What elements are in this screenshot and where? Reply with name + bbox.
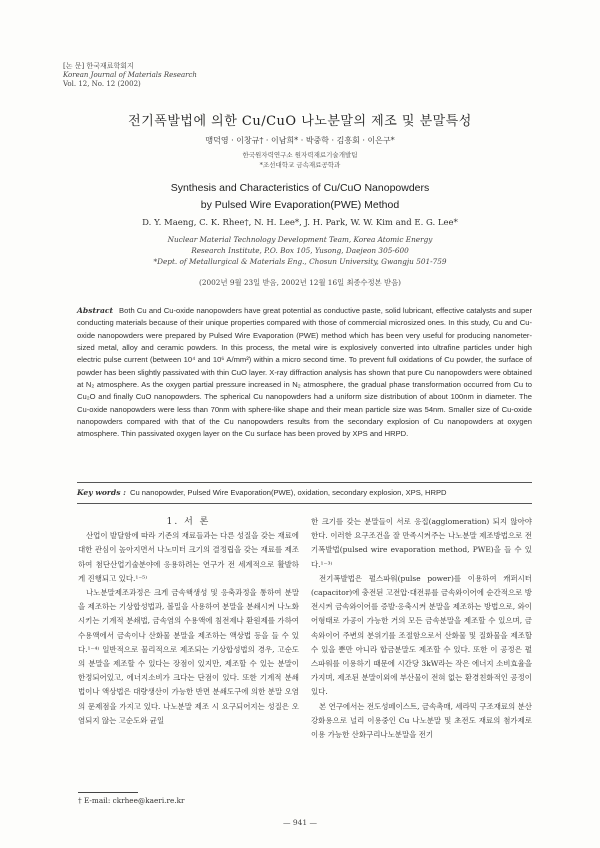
affiliation-en-3: *Dept. of Metallurgical & Materials Eng., Chosun University, Gwangju 501-759: [153, 257, 447, 266]
title-en-line-2: by Pulsed Wire Evaporation(PWE) Method: [200, 199, 400, 211]
page-number: — 941 —: [282, 818, 318, 827]
abstract-label: Abstract: [77, 306, 114, 315]
section-heading-introduction: 1. 서 론: [166, 517, 211, 527]
right-column: [311, 515, 532, 742]
keywords-label: Key words :: [77, 488, 126, 497]
journal-name-ko: [논 문] 한국재료학회지: [63, 62, 134, 70]
affiliation-ko-2: *조선대학교 금속재료공학과: [259, 161, 341, 169]
abstract: [77, 305, 532, 441]
footnote-email: † E-mail: ckrhee@kaeri.re.kr: [78, 796, 185, 805]
body-paragraph: 산업이 발달함에 따라 기존의 재료들과는 다른 성질을 갖는 재료에 대한 관심이 높아지면서 나노미터 크기의 결정립을 갖는 재료를 제조하여 첨단산업기술분야에 응용하려는 연구가 전 세계적으로 활발하게 진행되고 있다.¹⁻⁵⁾: [78, 531, 299, 583]
received-dates: (2002년 9월 23일 받음, 2002년 12월 16일 최종수정본 받음): [199, 278, 401, 287]
body-paragraph: 나노분말제조과정은 크게 금속핵생성 및 응축과정을 통하여 분말을 제조하는 기상합성법과, 볼밀을 사용하여 분말을 분쇄시켜 나노화 시키는 기계적 분쇄법, 금속염의 수용액에 침전제나 환원제를 가하여 수용액에서 금속이나 산화물 분말을 제조하는 액상법 등을 들 수 있다.¹⁻⁴⁾ 일반적으로 물리적으로 제조되는 기상합성법의 경우, 고순도의 분말을 제조할 수 있다는 장점이 있지만, 제조할 수 있는 분말이 한정되어있고, 에너지소비가 크다는 단점이 있다. 또한 기계적 분쇄법이나 액상법은 대량생산이 가능한 반면 분쇄도구에 의한 분말 오염의 문제점을 가지고 있다. 나노분말 제조 시 요구되어지는 성질은 오염되지 않는 고순도와 균일: [78, 588, 299, 725]
affiliation-ko-1: 한국원자력연구소 원자력재료기술개발팀: [242, 151, 358, 159]
abstract-text: Both Cu and Cu-oxide nanopowders have great potential as conductive paste, solid lubricant, effective catalysts and super conducting materials because of their unique properties compared with those of commercial microsized ones. In this study, Cu and Cu-oxide nanopowders were prepared by Pulsed Wire Evaporation (PWE) method which has been very useful for producing nanometer-sized metal, alloy and ceramic powders. In this process, the metal wire is explosively converted into ultrafine particles under high electric pulse current (between 10⁴ and 10⁶ A/mm²) within a micro second time. To prevent full oxidations of Cu powder, the surface of powder has been slightly passivated with thin CuO layer. X-ray diffraction analysis has shown that pure Cu nanopowders were obtained at N₂ atmosphere. As the oxygen partial pressure increased in N₂ atmosphere, the gradual phase transformation occurred from Cu to Cu₂O and finally CuO nanopowders. The spherical Cu nanopowders had a uniform size distribution of about 100nm in diameter. The Cu-oxide nanopowders were less than 70nm with sphere-like shape and their mean particle size was 54nm. Smaller size of Cu-oxide nanopowders compared with that of the Cu nanopowders results from the secondary explosion of Cu nanopowders at oxygen atmosphere. Thin passivated oxygen layer on the Cu surface has been proved by XPS and HRPD.: [77, 306, 532, 439]
left-column: [78, 515, 299, 728]
body-paragraph: 전기폭발법은 펄스파워(pulse power)를 이용하여 캐퍼시터(capacitor)에 충전된 고전압·대전류를 금속와이어에 순간적으로 방전시켜 금속와이어를 증발·응축시켜 분말을 제조하는 방법으로, 와이어형태로 가공이 가능한 거의 모든 금속분말을 제조할 수 있으며, 금속와이어 주변의 분위기를 조절함으로서 산화물 및 질화물을 제조할 수 있을 뿐만 아니라 합금분말도 제조할 수 있다. 또한 이 공정은 펄스파워를 이용하기 때문에 시간당 3kW라는 작은 에너지 소비효율을 가지며, 제조된 분말이외에 부산물이 전혀 없는 환경친화적인 공정이 있다.: [311, 573, 532, 697]
title-english: [0, 180, 600, 214]
affiliation-en-2: Research Institute, P.O. Box 105, Yusong, Daejeon 305-600: [191, 246, 409, 255]
affiliations-english: [0, 234, 600, 267]
body-paragraph: 본 연구에서는 전도성페이스트, 금속촉매, 세라믹 구조재료의 분산강화용으로 널리 이용중인 Cu 나노분말 및 초전도 재료의 첨가제로 이용 가능한 산화구리나노분말을 전기: [311, 701, 532, 740]
keywords-bottom-rule: [77, 503, 532, 504]
authors-english: D. Y. Maeng, C. K. Rhee†, N. H. Lee*, J. H. Park, W. W. Kim and E. G. Lee*: [142, 218, 458, 228]
body-paragraph: 한 크기를 갖는 분말들이 서로 응집(agglomeration) 되지 않아야 한다. 이러한 요구조건을 잘 만족시켜주는 나노분말 제조방법으로 전기폭발법(pulsed wire evaporation method, PWE)을 들 수 있다.¹⁻³⁾: [311, 517, 532, 569]
affiliations-korean: [0, 150, 600, 170]
keywords: [77, 488, 532, 497]
affiliation-en-1: Nuclear Material Technology Development Team, Korea Atomic Energy: [167, 235, 433, 244]
journal-header: [63, 62, 197, 89]
authors-korean: 맹덕영 · 이창규† · 이남희* · 박중학 · 김흥회 · 이은구*: [205, 136, 395, 145]
keywords-top-rule: [77, 482, 532, 483]
keywords-text: Cu nanopowder, Pulsed Wire Evaporation(PWE), oxidation, secondary explosion, XPS, HRPD: [129, 488, 447, 497]
journal-name-en: Korean Journal of Materials Research: [63, 71, 197, 79]
title-korean: 전기폭발법에 의한 Cu/CuO 나노분말의 제조 및 분말특성: [128, 114, 472, 129]
journal-volume: Vol. 12, No. 12 (2002): [63, 80, 141, 88]
title-en-line-1: Synthesis and Characteristics of Cu/CuO Nanopowders: [170, 182, 430, 194]
footnote-rule: [78, 792, 138, 793]
